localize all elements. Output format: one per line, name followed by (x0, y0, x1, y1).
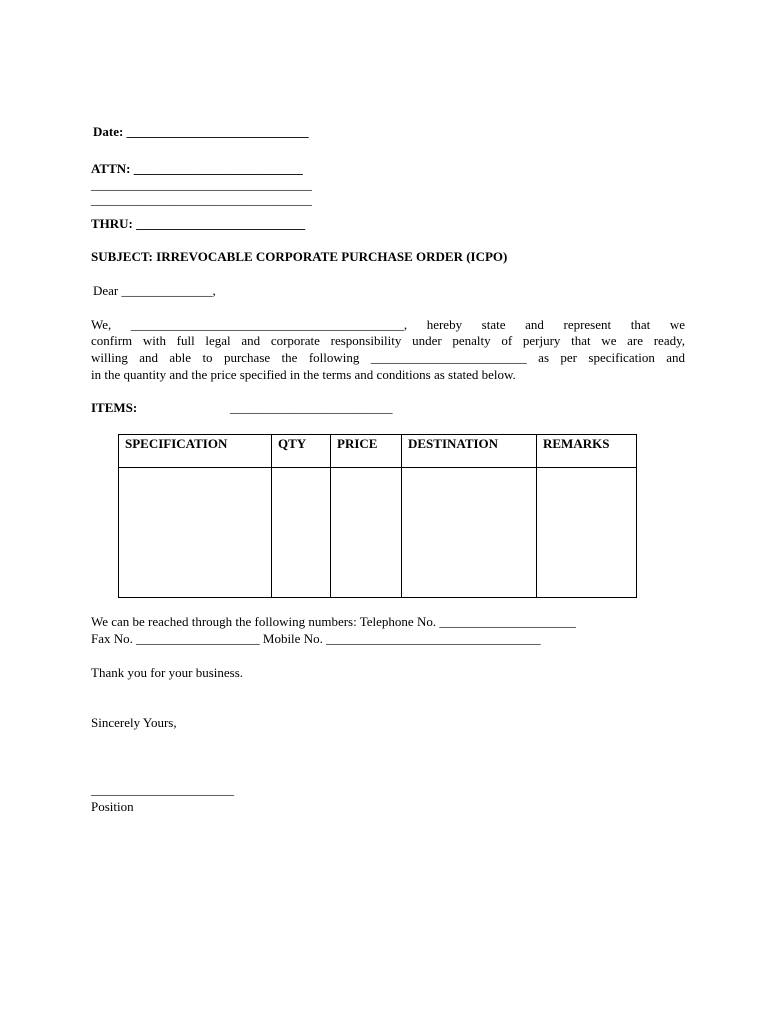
attn-field: ATTN: __________________________ (91, 161, 303, 176)
salutation: Dear ______________, (93, 283, 216, 298)
column-header-price: PRICE (331, 435, 402, 468)
body-text-line: in the quantity and the price specified in the terms and conditions as stated below. (91, 367, 516, 382)
column-header-specification: SPECIFICATION (119, 435, 272, 468)
attn-blank-line: __________________________________ (91, 192, 312, 207)
signature-line: ______________________ (91, 782, 234, 797)
body-text-line: willing and able to purchase the following ________________________ as per specification and (91, 350, 685, 365)
contact-line: Fax No. ___________________ Mobile No. _________________________________ (91, 631, 541, 646)
table-row (119, 468, 637, 598)
items-label: ITEMS: (91, 400, 138, 415)
date-field: Date: ____________________________ (93, 124, 309, 139)
subject-heading: SUBJECT: IRREVOCABLE CORPORATE PURCHASE ORDER (ICPO) (91, 249, 508, 264)
table-cell-specification (119, 468, 272, 598)
thanks-text: Thank you for your business. (91, 665, 244, 680)
thru-field: THRU: __________________________ (91, 216, 306, 231)
column-header-destination: DESTINATION (402, 435, 537, 468)
table-cell-qty (272, 468, 331, 598)
table-cell-price (331, 468, 402, 598)
table-header-row (119, 435, 637, 468)
table-cell-remarks (537, 468, 637, 598)
body-text-line: confirm with full legal and corporate responsibility under penalty of perjury that we are ready, (91, 333, 685, 348)
contact-line: We can be reached through the following numbers: Telephone No. _____________________ (91, 614, 576, 629)
column-header-qty: QTY (272, 435, 331, 468)
items-blank: _________________________ (230, 400, 393, 415)
sincerely-text: Sincerely Yours, (91, 715, 177, 730)
attn-blank-line: __________________________________ (91, 177, 312, 192)
column-header-remarks: REMARKS (537, 435, 637, 468)
position-label: Position (91, 799, 134, 814)
table-cell-destination (402, 468, 537, 598)
body-text-line: We, __________________________________________, hereby state and represent that we (91, 317, 685, 332)
items-table (118, 434, 637, 598)
